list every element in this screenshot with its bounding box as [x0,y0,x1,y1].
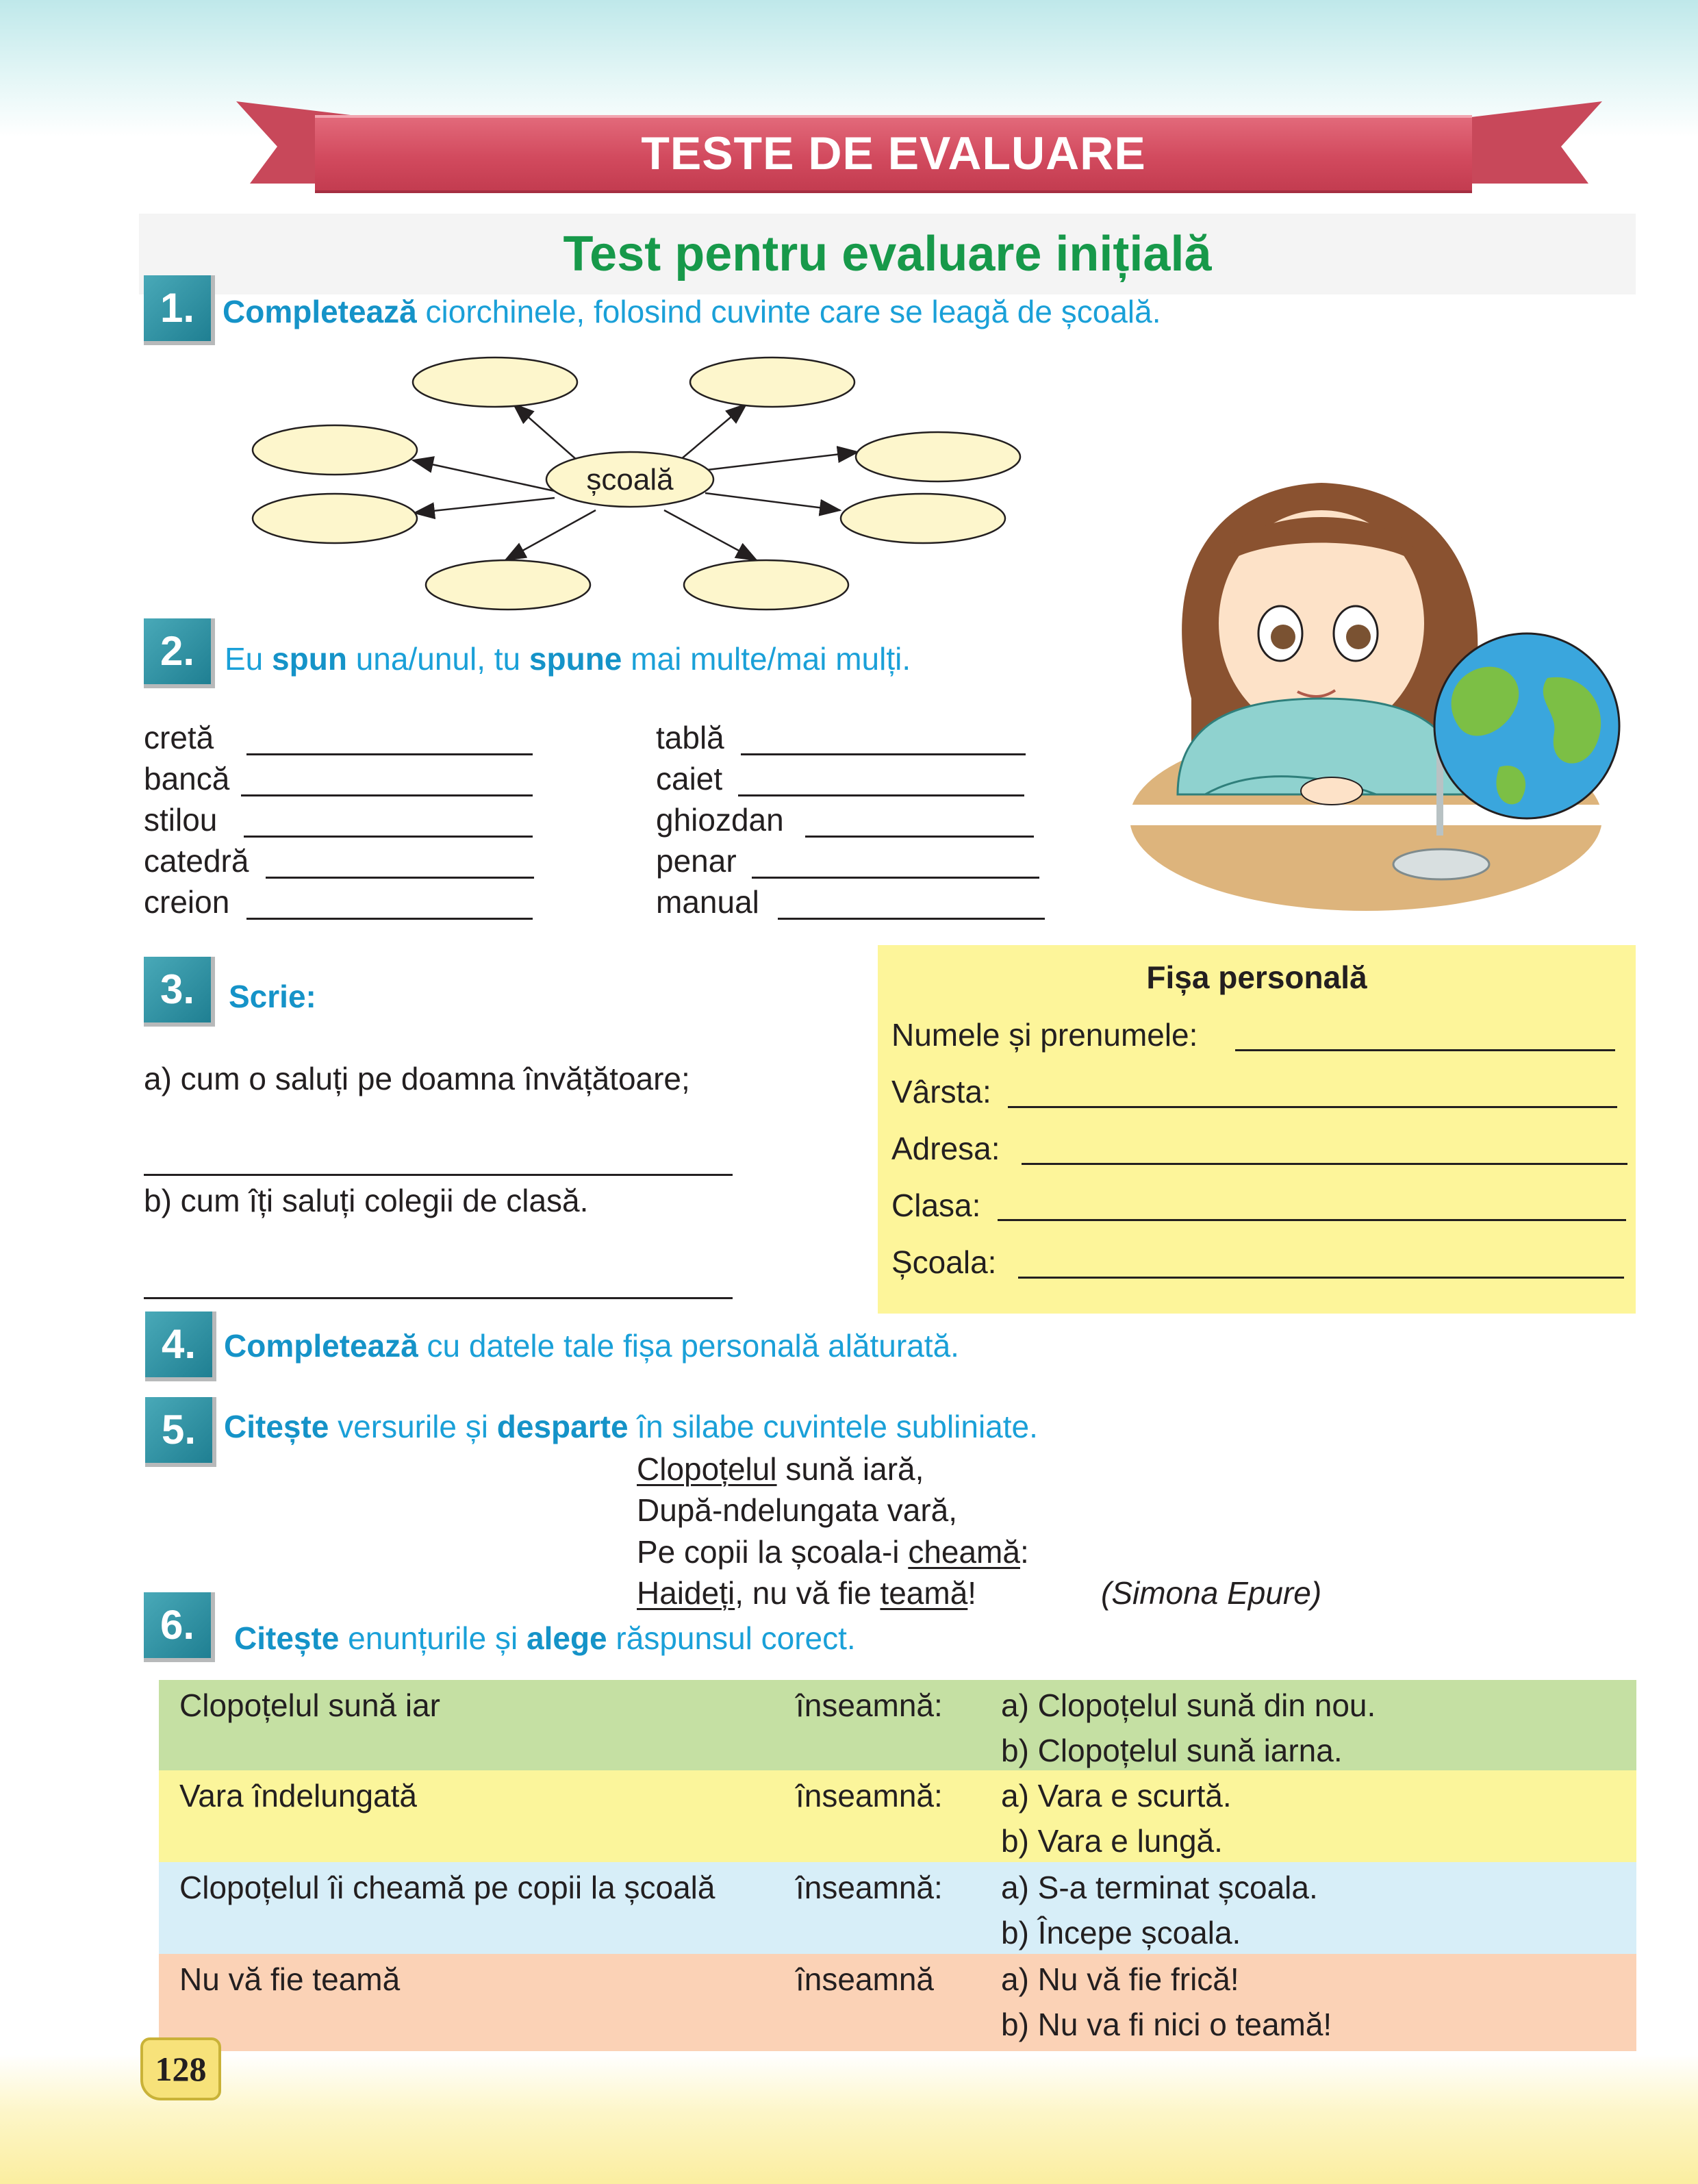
row-2-option-a[interactable]: a) Vara e scurtă. [1001,1778,1232,1813]
bubble-2 [690,357,854,407]
task-5-keyword-2: desparte [496,1409,629,1444]
row-3-means: înseamnă: [796,1870,943,1905]
field-age-label: Vârsta: [891,1074,991,1109]
task-5-text-2: în silabe cuvintele subliniate. [628,1409,1038,1444]
task-3-answer-line-b[interactable] [144,1297,733,1299]
poem-line-4-end: ! [967,1575,977,1611]
task-3-number: 3. [144,957,215,1027]
row-4-option-b[interactable]: b) Nu va fi nici o teamă! [1001,2007,1332,2042]
girl-hand [1301,777,1363,805]
poem-line-4-mid: , nu vă fie [735,1575,880,1611]
poem-line-4 [637,1574,976,1611]
field-class-line[interactable] [998,1219,1626,1221]
personal-sheet-box [878,945,1636,1314]
poem-word-haideti: Haideți [637,1575,735,1611]
personal-sheet-title: Fișa personală [1146,959,1367,995]
section-banner: TESTE DE EVALUARE [315,115,1472,193]
field-school-label: Școala: [891,1244,997,1280]
field-address-line[interactable] [1022,1163,1627,1165]
task-6-text-2: răspunsul corect. [607,1620,856,1656]
page-title: Test pentru evaluare inițială [139,214,1636,294]
word-stilou: stilou [144,802,218,838]
task-1-number: 1. [144,275,215,345]
task-4-keyword: Completează [224,1328,418,1364]
answer-line-creta[interactable] [246,753,533,755]
poem-line-3 [637,1533,1029,1570]
row-1-option-a[interactable]: a) Clopoțelul sună din nou. [1001,1687,1376,1723]
field-age-line[interactable] [1008,1106,1617,1108]
word-penar: penar [656,843,737,879]
row-1-means: înseamnă: [796,1687,943,1723]
word-banca: bancă [144,761,230,796]
center-word: școală [586,463,674,497]
poem-line-2: După-ndelungata vară, [637,1492,957,1528]
row-2-means: înseamnă: [796,1778,943,1813]
row-4-means: înseamnă [796,1961,935,1997]
task-5-number: 5. [145,1397,216,1467]
task-5-instruction [224,1408,1038,1445]
arrow-mid-left-lower [414,498,555,513]
word-tabla: tablă [656,720,724,755]
task-1-keyword: Completează [223,294,417,329]
bubble-8 [684,560,848,610]
task-6-keyword-1: Citește [234,1620,340,1656]
arrow-bottom-left [505,510,596,560]
task-1-instruction [223,293,1161,330]
meaning-row-1 [159,1680,1636,1770]
meaning-row-4 [159,1954,1636,2051]
bottom-glow-background [0,2055,1698,2184]
task-2-keyword-2: spune [529,641,622,677]
field-address-label: Adresa: [891,1131,1000,1166]
task-3-label: Scrie: [229,979,316,1014]
row-4-phrase: Nu vă fie teamă [179,1961,401,1997]
answer-line-catedra[interactable] [266,877,534,879]
poem-word-teama: teamă [880,1575,968,1611]
answer-line-penar[interactable] [752,877,1039,879]
arrow-mid-left-upper [413,460,555,491]
task-6-instruction [234,1620,856,1657]
word-creta: cretă [144,720,214,755]
word-ghiozdan: ghiozdan [656,802,784,838]
row-2-option-b[interactable]: b) Vara e lungă. [1001,1823,1223,1859]
bubble-4 [856,432,1020,481]
word-caiet: caiet [656,761,723,796]
row-4-option-a[interactable]: a) Nu vă fie frică! [1001,1961,1239,1997]
poem-author: (Simona Epure) [1101,1575,1322,1611]
girl-with-globe-illustration [1116,473,1643,925]
answer-line-creion[interactable] [246,918,533,920]
task-4-instruction [224,1327,959,1364]
field-school-line[interactable] [1018,1277,1624,1279]
task-3-answer-line-a[interactable] [144,1174,733,1176]
bubble-1 [413,357,577,407]
row-3-option-a[interactable]: a) S-a terminat școala. [1001,1870,1318,1905]
task-2-instruction [225,640,911,677]
field-name-line[interactable] [1235,1049,1615,1051]
girl-right-pupil [1346,625,1371,649]
task-4-text: cu datele tale fișa personală alăturată. [418,1328,959,1364]
task-3-item-b: b) cum îți saluți colegii de clasă. [144,1183,589,1218]
answer-line-caiet[interactable] [738,794,1024,796]
meaning-row-2 [159,1770,1636,1862]
word-creion: creion [144,884,230,920]
arrow-mid-right-upper [702,452,858,470]
task-5-keyword-1: Citește [224,1409,329,1444]
task-4-number: 4. [145,1311,216,1381]
poem-line-3-end: : [1019,1534,1029,1570]
field-class-label: Clasa: [891,1188,981,1223]
task-2-keyword-1: spun [272,641,347,677]
girl-left-pupil [1271,625,1295,649]
arrow-mid-right-lower [705,493,840,510]
poem-line-3-start: Pe copii la școala-i [637,1534,909,1570]
bubble-7 [426,560,590,610]
word-manual: manual [656,884,759,920]
task-2-text-2: una/unul, tu [346,641,529,677]
globe-base [1393,849,1489,879]
row-3-option-b[interactable]: b) Începe școala. [1001,1915,1241,1950]
row-2-phrase: Vara îndelungată [179,1778,417,1813]
task-5-text-1: versurile și [329,1409,497,1444]
answer-line-banca[interactable] [241,794,533,796]
poem-word-clopotelul: Clopoțelul [637,1451,777,1487]
word-catedra: catedră [144,843,249,879]
bubble-5 [253,494,417,543]
poem-word-cheama: cheamă [908,1534,1020,1570]
task-1-text: ciorchinele, folosind cuvinte care se leagă de școală. [416,294,1161,329]
task-6-number: 6. [144,1592,215,1662]
task-2-number: 2. [144,618,215,688]
bubble-3 [253,425,417,475]
task-6-text-1: enunțurile și [339,1620,527,1656]
arrow-bottom-right [664,510,757,560]
row-1-phrase: Clopoțelul sună iar [179,1687,441,1723]
poem-line-1-rest: sună iară, [776,1451,924,1487]
answer-line-ghiozdan[interactable] [805,836,1034,838]
meaning-row-3 [159,1862,1636,1954]
page-number: 128 [140,2037,221,2100]
word-web-diagram [246,349,1027,623]
task-2-text-1: Eu [225,641,273,677]
poem-line-1 [637,1451,924,1488]
answer-line-stilou[interactable] [244,836,533,838]
task-3-item-a: a) cum o saluți pe doamna învățătoare; [144,1061,690,1096]
row-3-phrase: Clopoțelul îi cheamă pe copii la școală [179,1870,715,1905]
field-name-label: Numele și prenumele: [891,1017,1198,1053]
task-2-text-3: mai multe/mai mulți. [622,641,911,677]
row-1-option-b[interactable]: b) Clopoțelul sună iarna. [1001,1733,1343,1768]
bubble-6 [841,494,1005,543]
task-6-keyword-2: alege [527,1620,607,1656]
answer-line-manual[interactable] [778,918,1045,920]
answer-line-tabla[interactable] [741,753,1026,755]
